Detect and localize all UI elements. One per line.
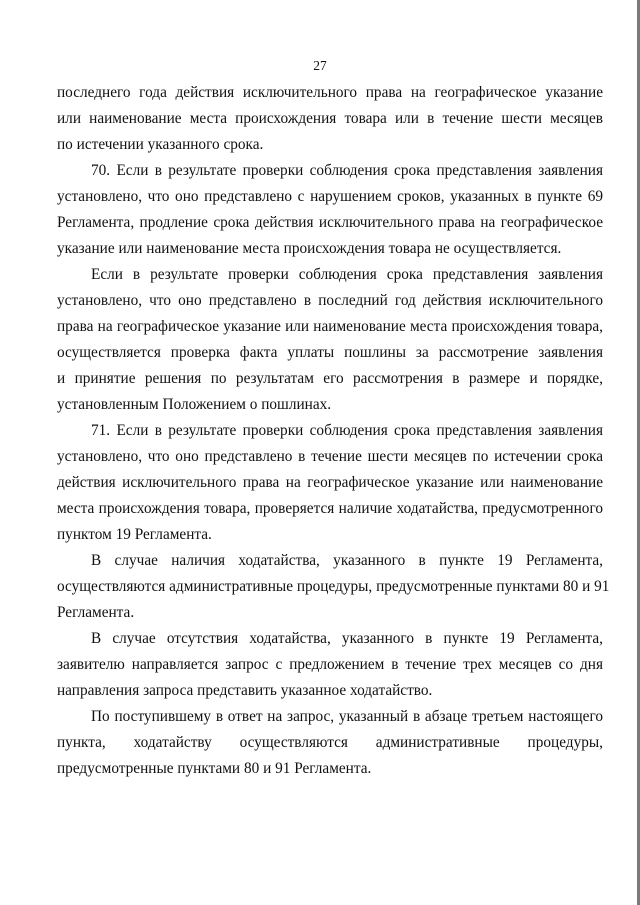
text-line: 71. Если в результате проверки соблюдения срока представления заявления [91, 422, 603, 439]
text-line: Регламента. [57, 604, 135, 621]
paragraph-continuation [57, 80, 603, 158]
paragraph-item-71-absence [57, 626, 603, 704]
paragraph-item-70 [57, 158, 603, 262]
text-line: последнего года действия исключительного права на географическое указание [57, 84, 603, 101]
text-line: направления запроса представить указанное ходатайство. [57, 682, 433, 699]
document-body [57, 80, 610, 782]
text-line: осуществляются административные процедуры, предусмотренные пунктами 80 и 91 [57, 578, 610, 595]
text-line: предусмотренные пунктами 80 и 91 Регламента. [57, 760, 372, 777]
paragraph-item-71-presence [57, 548, 610, 626]
text-line: осуществляется проверка факта уплаты пошлины за рассмотрение заявления [57, 344, 603, 361]
text-line: По поступившему в ответ на запрос, указанный в абзаце третьем настоящего [91, 708, 603, 725]
text-line: установлено, что оно представлено в последний год действия исключительного [57, 292, 603, 309]
text-line: Регламента, продление срока действия исключительного права на географическое [57, 214, 603, 231]
text-line: по истечении указанного срока. [57, 136, 264, 153]
text-line: установленным Положением о пошлинах. [57, 396, 332, 413]
paragraph-item-71-response [57, 704, 603, 782]
paragraph-item-71 [57, 418, 603, 548]
text-line: пунктом 19 Регламента. [57, 526, 212, 543]
text-line: или наименование места происхождения товара или в течение шести месяцев [57, 110, 603, 127]
text-line: места происхождения товара, проверяется наличие ходатайства, предусмотренного [57, 500, 603, 517]
text-line: и принятие решения по результатам его рассмотрения в размере и порядке, [57, 370, 603, 387]
paragraph-item-70-second [57, 262, 603, 418]
text-line: действия исключительного права на географическое указание или наименование [57, 474, 603, 491]
page-number: 27 [313, 58, 327, 73]
text-line: 70. Если в результате проверки соблюдения срока представления заявления [91, 162, 603, 179]
text-line: указание или наименование места происхождения товара не осуществляется. [57, 240, 562, 257]
text-line: права на географическое указание или наименование места происхождения товара, [57, 318, 603, 335]
text-line: установлено, что оно представлено с нарушением сроков, указанных в пункте 69 [57, 188, 603, 205]
text-line: Если в результате проверки соблюдения срока представления заявления [91, 266, 603, 283]
text-line: В случае отсутствия ходатайства, указанного в пункте 19 Регламента, [91, 630, 603, 647]
text-line: заявителю направляется запрос с предложением в течение трех месяцев со дня [57, 656, 603, 673]
text-line: пункта, ходатайству осуществляются административные процедуры, [57, 734, 603, 751]
text-line: установлено, что оно представлено в течение шести месяцев по истечении срока [57, 448, 603, 465]
text-line: В случае наличия ходатайства, указанного в пункте 19 Регламента, [91, 552, 603, 569]
